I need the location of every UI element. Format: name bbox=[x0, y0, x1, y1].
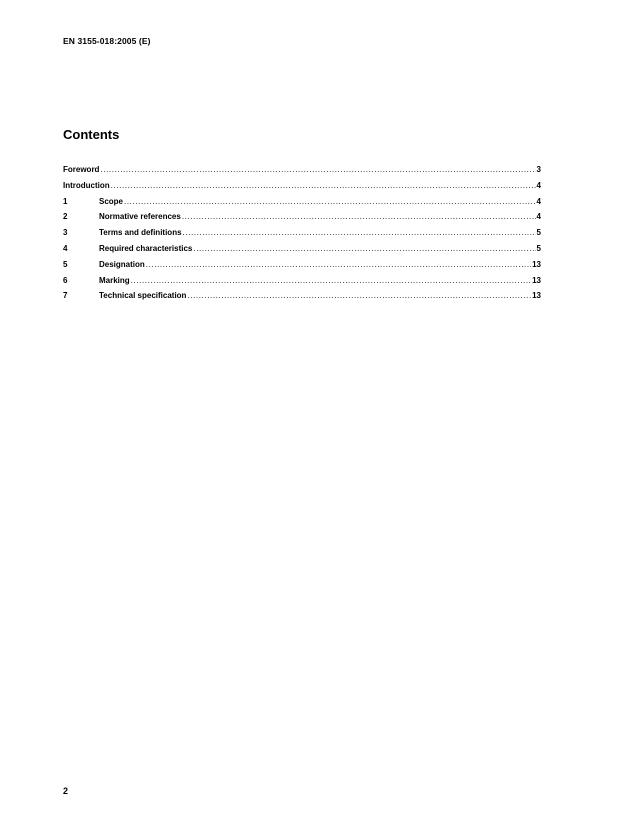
toc-dot-leader bbox=[146, 260, 531, 269]
toc-entry-number: 4 bbox=[63, 243, 68, 253]
document-id-header: EN 3155-018:2005 (E) bbox=[63, 36, 151, 46]
toc-entry-normative-references[interactable] bbox=[63, 212, 541, 228]
toc-entry-number: 2 bbox=[63, 212, 68, 222]
toc-entry-technical-specification[interactable] bbox=[63, 291, 541, 307]
table-of-contents bbox=[63, 165, 541, 307]
toc-dot-leader bbox=[100, 165, 535, 174]
toc-dot-leader bbox=[124, 197, 536, 206]
toc-entry-marking[interactable] bbox=[63, 276, 541, 292]
toc-entry-scope[interactable] bbox=[63, 197, 541, 213]
toc-entry-title: Normative references bbox=[99, 212, 181, 222]
toc-entry-title: Foreword bbox=[63, 165, 100, 174]
toc-entry-required-characteristics[interactable] bbox=[63, 244, 541, 260]
toc-entry-page: 13 bbox=[532, 259, 541, 269]
toc-entry-page: 13 bbox=[532, 291, 541, 301]
toc-dot-leader bbox=[187, 291, 531, 300]
toc-entry-page: 5 bbox=[536, 243, 541, 253]
toc-entry-introduction[interactable] bbox=[63, 181, 541, 197]
toc-entry-title: Scope bbox=[99, 196, 124, 206]
toc-entry-terms-and-definitions[interactable] bbox=[63, 228, 541, 244]
toc-entry-number: 1 bbox=[63, 196, 68, 206]
toc-entry-number: 6 bbox=[63, 275, 68, 285]
toc-entry-title: Introduction bbox=[63, 180, 110, 190]
page-number: 2 bbox=[63, 786, 69, 796]
toc-entry-page: 4 bbox=[536, 196, 541, 206]
toc-entry-page: 4 bbox=[536, 180, 541, 190]
toc-entry-page: 13 bbox=[532, 275, 541, 285]
toc-entry-number: 7 bbox=[63, 291, 68, 301]
toc-entry-title: Designation bbox=[99, 259, 145, 269]
toc-entry-designation[interactable] bbox=[63, 260, 541, 276]
toc-entry-page: 4 bbox=[536, 212, 541, 222]
toc-dot-leader bbox=[182, 212, 536, 221]
toc-entry-title: Terms and definitions bbox=[99, 228, 182, 238]
toc-entry-number: 3 bbox=[63, 228, 68, 238]
toc-entry-number: 5 bbox=[63, 259, 68, 269]
toc-dot-leader bbox=[111, 181, 536, 190]
toc-entry-title: Technical specification bbox=[99, 291, 187, 301]
toc-entry-page: 3 bbox=[536, 165, 541, 174]
toc-entry-title: Required characteristics bbox=[99, 243, 193, 253]
contents-title: Contents bbox=[63, 127, 120, 142]
toc-entry-title: Marking bbox=[99, 275, 130, 285]
toc-dot-leader bbox=[131, 276, 531, 285]
toc-dot-leader bbox=[183, 228, 536, 237]
toc-entry-foreword[interactable] bbox=[63, 165, 541, 181]
toc-dot-leader bbox=[193, 244, 535, 253]
toc-entry-page: 5 bbox=[536, 228, 541, 238]
